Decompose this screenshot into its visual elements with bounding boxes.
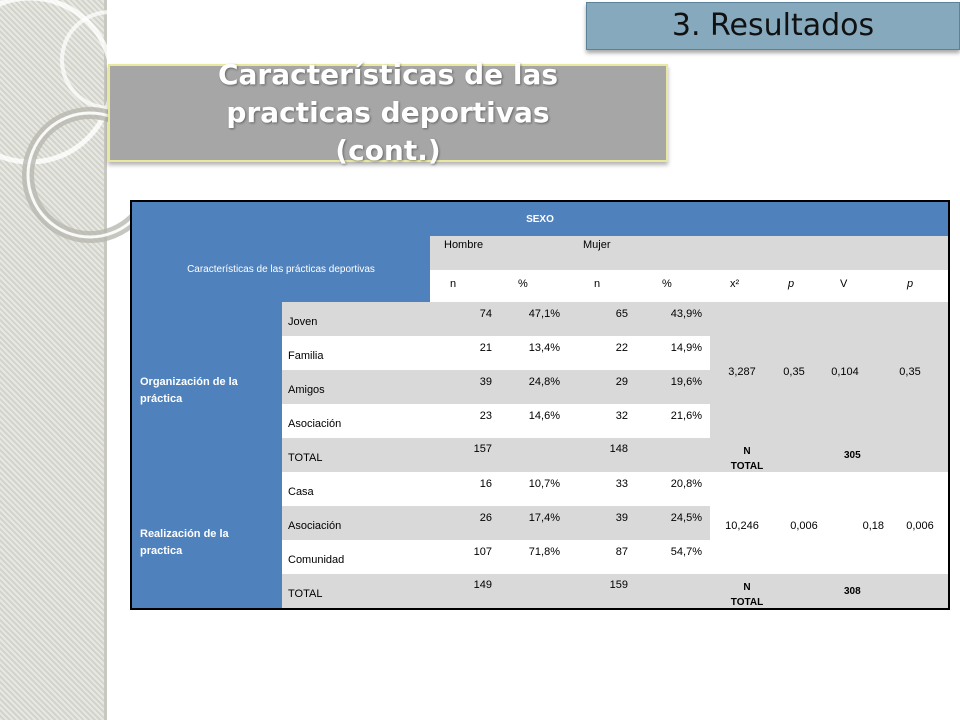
cell-pct: 21,6% bbox=[670, 410, 702, 422]
row-label: Comunidad bbox=[288, 554, 345, 566]
n-total-value: 305 bbox=[844, 450, 861, 461]
sexo-header: SEXO bbox=[132, 202, 948, 237]
group-label-column bbox=[132, 302, 282, 608]
cell-pct: 10,7% bbox=[528, 478, 560, 490]
cell-pct: 20,8% bbox=[670, 478, 702, 490]
stat-p2: 0,006 bbox=[906, 520, 934, 532]
cell-n: 74 bbox=[479, 308, 492, 320]
cell-pct: 14,9% bbox=[670, 342, 702, 354]
cell-n: 65 bbox=[615, 308, 628, 320]
total-label: TOTAL bbox=[288, 452, 323, 464]
cell-pct: 54,7% bbox=[670, 546, 702, 558]
total-mujer: 159 bbox=[609, 579, 628, 591]
hombre-label: Hombre bbox=[444, 239, 484, 251]
cell-pct: 14,6% bbox=[528, 410, 560, 422]
col-pct-mujer: % bbox=[662, 278, 672, 290]
col-n-mujer: n bbox=[594, 278, 601, 290]
cell-pct: 43,9% bbox=[670, 308, 702, 320]
cell-n: 87 bbox=[615, 546, 628, 558]
cell-n: 26 bbox=[479, 512, 492, 524]
cell-pct: 13,4% bbox=[528, 342, 560, 354]
cell-pct: 19,6% bbox=[670, 376, 702, 388]
n-total-value: 308 bbox=[844, 586, 861, 597]
row-label: Asociación bbox=[288, 418, 342, 430]
cell-n: 23 bbox=[479, 410, 492, 422]
results-table bbox=[130, 200, 950, 610]
col-p2: p bbox=[907, 278, 914, 290]
cell-pct: 24,8% bbox=[528, 376, 560, 388]
col-pct-hombre: % bbox=[518, 278, 528, 290]
cell-pct: 47,1% bbox=[528, 308, 560, 320]
stat-p: 0,006 bbox=[790, 520, 818, 532]
total-hombre: 149 bbox=[473, 579, 492, 591]
col-n-hombre: n bbox=[450, 278, 457, 290]
cell-pct: 17,4% bbox=[528, 512, 560, 524]
cell-n: 22 bbox=[615, 342, 628, 354]
stat-x2: 10,246 bbox=[725, 520, 759, 532]
section-tab: 3. Resultados bbox=[586, 2, 960, 50]
stat-p: 0,35 bbox=[783, 366, 805, 378]
col-p: p bbox=[788, 278, 795, 290]
slide-title-text: Características de las practicas deportivas (cont.) bbox=[217, 58, 559, 167]
cell-n: 39 bbox=[615, 512, 628, 524]
col-x2: x² bbox=[730, 278, 740, 290]
total-label: TOTAL bbox=[288, 588, 323, 600]
cell-n: 21 bbox=[479, 342, 492, 354]
n-total-label: N TOTAL bbox=[730, 446, 764, 472]
group-label: Realización de la practica bbox=[140, 528, 229, 557]
row-label: Casa bbox=[288, 486, 314, 498]
row-label: Amigos bbox=[288, 384, 325, 396]
cell-n: 33 bbox=[615, 478, 628, 490]
stat-v: 0,104 bbox=[831, 366, 859, 378]
total-mujer: 148 bbox=[609, 443, 628, 455]
row-header: Características de las prácticas deportivas bbox=[132, 236, 430, 302]
total-hombre: 157 bbox=[473, 443, 492, 455]
cell-n: 107 bbox=[473, 546, 492, 558]
row-label: Asociación bbox=[288, 520, 342, 532]
stat-v: 0,18 bbox=[862, 520, 884, 532]
cell-pct: 24,5% bbox=[670, 512, 702, 524]
cell-n: 32 bbox=[615, 410, 628, 422]
stat-p2: 0,35 bbox=[899, 366, 921, 378]
n-total-label: N TOTAL bbox=[730, 582, 764, 608]
stat-x2: 3,287 bbox=[728, 366, 756, 378]
cell-n: 39 bbox=[479, 376, 492, 388]
row-label: Joven bbox=[288, 316, 318, 328]
cell-n: 29 bbox=[615, 376, 628, 388]
row-label: Familia bbox=[288, 350, 324, 362]
slide-title bbox=[108, 58, 668, 167]
group-label: Organización de la práctica bbox=[140, 376, 238, 405]
cell-pct: 71,8% bbox=[528, 546, 560, 558]
cell-n: 16 bbox=[479, 478, 492, 490]
header-row-bg bbox=[430, 236, 948, 270]
col-v: V bbox=[840, 278, 848, 290]
mujer-label: Mujer bbox=[583, 239, 611, 251]
